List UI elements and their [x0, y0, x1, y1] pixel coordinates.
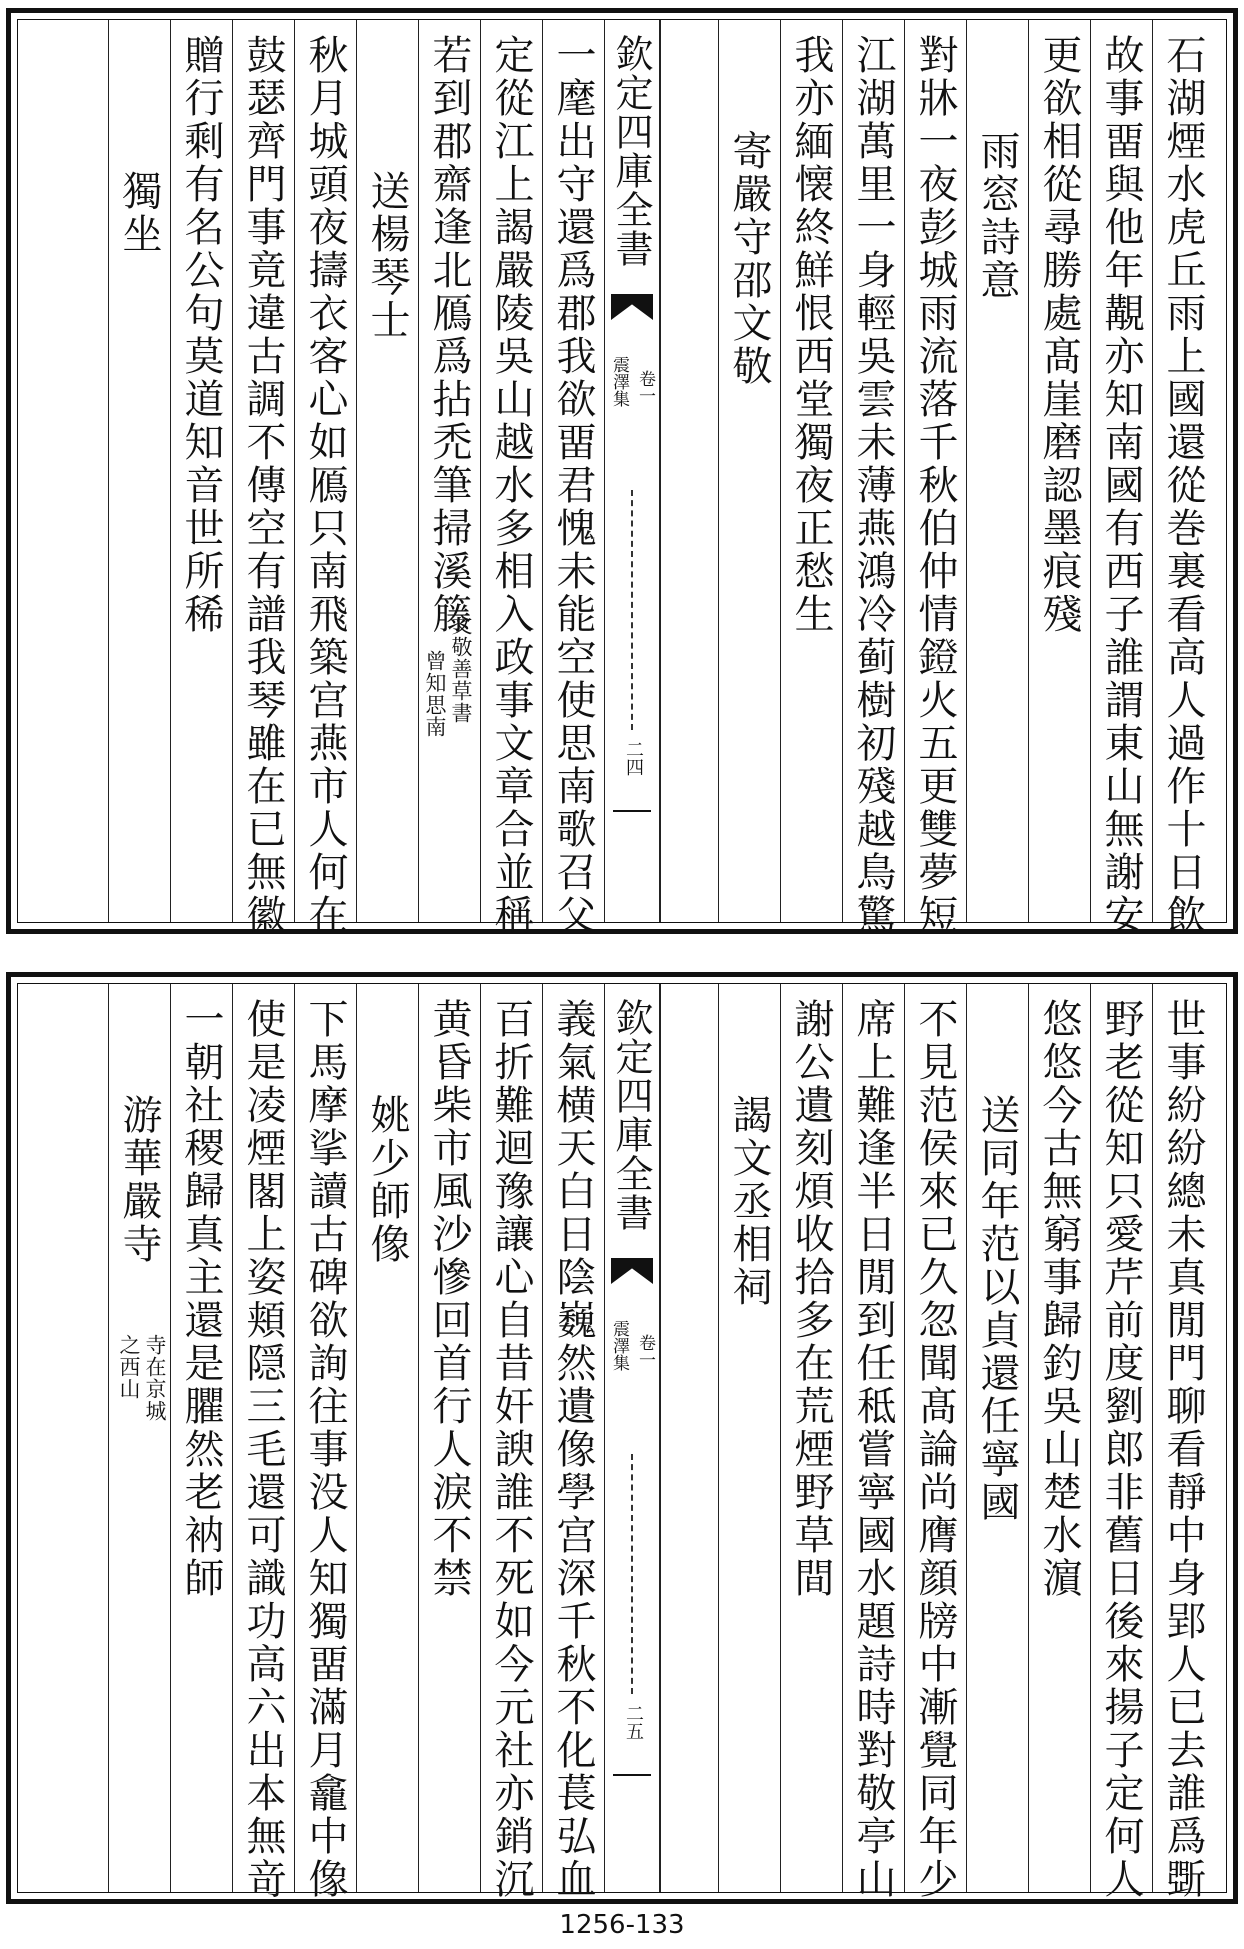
column-text: 故事畱與他年覯亦知南國有西子誰謂東山無謝安	[1098, 34, 1144, 937]
text-column	[418, 984, 480, 1892]
text-column	[418, 20, 480, 922]
column-text: 定從江上謁嚴陵吳山越水多相入政事文章合並稱	[488, 34, 534, 937]
blank-column	[18, 20, 108, 922]
column-text: 一麾出守還爲郡我欲畱君愧未能空使思南歌召父	[550, 34, 596, 937]
juan-number: 卷一	[635, 1334, 655, 1368]
text-column	[780, 984, 842, 1892]
poem-title-column	[966, 984, 1028, 1892]
column-text: 一朝社稷歸真主還是臞然老衲師	[178, 998, 224, 1600]
page-code: 1256-133	[559, 1910, 685, 1940]
collection-name: 震澤集	[609, 356, 629, 407]
text-column	[904, 20, 966, 937]
lower-page-frame	[17, 983, 1227, 1901]
annotation	[449, 614, 473, 724]
poem-title-column	[966, 20, 1028, 922]
poem-title: 雨窓詩意	[974, 130, 1020, 302]
text-column	[1090, 20, 1152, 937]
collection-name: 震澤集	[609, 1320, 629, 1371]
poem-title-column	[108, 984, 170, 1892]
text-column	[294, 20, 356, 937]
text-column	[232, 20, 294, 937]
blank-column	[18, 984, 108, 1892]
column-text: 使是凌煙閣上姿頬隠三毛還可識功高六出本無竒	[240, 998, 286, 1901]
annotation-text: 文敬善草書	[449, 614, 473, 724]
poem-title-column	[356, 984, 418, 1892]
text-column	[780, 20, 842, 922]
fold-dashed-line	[631, 490, 633, 730]
column-text: 石湖煙水虎丘雨上國還從巻裏看高人過作十日飲	[1160, 34, 1206, 937]
book-title: 欽定四庫全書	[609, 998, 653, 1232]
poem-title: 游華嚴寺	[116, 1094, 162, 1266]
upper-book-page	[6, 8, 1238, 937]
lower-book-page	[6, 972, 1238, 1904]
annotation-text: 之西山	[117, 1334, 141, 1400]
poem-title-column	[356, 20, 418, 922]
column-text: 世事紛紛總未真閒門聊看靜中身郢人已去誰爲斲	[1160, 998, 1206, 1901]
fold-rule	[613, 810, 651, 812]
poem-title: 獨坐	[116, 170, 162, 256]
page-number: 二五	[623, 1704, 644, 1740]
book-title: 欽定四庫全書	[609, 34, 653, 268]
fishtail-mark	[611, 1258, 653, 1284]
poem-title-column	[718, 20, 780, 922]
text-column	[170, 984, 232, 1892]
column-text: 不見范侯來已久忽聞髙論尚膺顔牓中漸覺同年少	[912, 998, 958, 1901]
column-text: 鼓瑟齊門事竟違古調不傳空有譜我琴雖在已無徽	[240, 34, 286, 937]
text-column	[1090, 984, 1152, 1901]
text-column	[842, 984, 904, 1901]
annotation-text: 曾知思南	[423, 650, 447, 738]
poem-title: 謁文丞相祠	[726, 1094, 772, 1309]
column-text: 秋月城頭夜擣衣客心如鴈只南飛築宫燕市人何在	[302, 34, 348, 937]
fold-dashed-line	[631, 1454, 633, 1694]
poem-title-column	[718, 984, 780, 1892]
center-fold	[604, 984, 660, 1892]
poem-title: 送同年范以貞還任寧國	[974, 1094, 1020, 1524]
poem-title: 姚少師像	[364, 1094, 410, 1266]
poem-title: 送楊琴士	[364, 170, 410, 342]
column-text: 謝公遺刻煩收拾多在荒煙野草間	[788, 998, 834, 1600]
text-column	[842, 20, 904, 937]
text-column	[1028, 984, 1090, 1892]
poem-title-column	[108, 20, 170, 922]
text-column	[542, 20, 604, 937]
column-text: 我亦緬懐終鮮恨西堂獨夜正愁生	[788, 34, 834, 636]
column-text: 下馬摩挲讀古碑欲詢往事没人知獨畱滿月龕中像	[302, 998, 348, 1901]
annotation-text: 寺在京城	[143, 1334, 167, 1422]
column-text: 江湖萬里一身輕吳雲未薄燕鴻冷蓟樹初殘越鳥驚	[850, 34, 896, 937]
center-fold	[604, 20, 660, 922]
column-text: 席上難逢半日閒到任秪嘗寧國水題詩時對敬亭山	[850, 998, 896, 1901]
juan-number: 卷一	[635, 370, 655, 404]
text-column	[1152, 20, 1214, 937]
text-column	[1152, 984, 1214, 1901]
annotation	[143, 1334, 167, 1422]
text-column	[1028, 20, 1090, 922]
annotation	[117, 1334, 141, 1400]
fishtail-mark	[611, 294, 653, 320]
column-text: 野老從知只愛芹前度劉郎非舊日後來揚子定何人	[1098, 998, 1144, 1901]
column-text: 黄昏柴市風沙慘回首行人淚不禁	[426, 998, 472, 1600]
text-column	[480, 20, 542, 937]
text-column	[480, 984, 542, 1901]
blank-column	[660, 20, 718, 922]
text-column	[170, 20, 232, 922]
column-text: 悠悠今古無窮事歸釣吳山楚水濵	[1036, 998, 1082, 1600]
blank-column	[660, 984, 718, 1892]
fold-rule	[613, 1774, 651, 1776]
poem-title: 寄嚴守邵文敬	[726, 130, 772, 388]
column-text: 對牀一夜彭城雨流落千秋伯仲情鐙火五更雙夢短	[912, 34, 958, 937]
column-text: 贈行剩有名公句莫道知音世所稀	[178, 34, 224, 636]
column-text: 百折難迴豫讓心自昔奸諛誰不死如今元社亦銷沉	[488, 998, 534, 1901]
column-text: 更欲相從尋勝處髙崖磨認墨痕殘	[1036, 34, 1082, 636]
text-column	[542, 984, 604, 1901]
text-column	[904, 984, 966, 1901]
text-column	[294, 984, 356, 1901]
page-number: 二四	[623, 740, 644, 776]
column-text: 若到郡齋逢北鴈爲拈禿筆掃溪籐	[426, 34, 472, 636]
annotation	[423, 650, 447, 738]
column-text: 義氣横天白日陰巍然遺像學宫深千秋不化萇弘血	[550, 998, 596, 1901]
text-column	[232, 984, 294, 1901]
upper-page-frame	[17, 19, 1227, 937]
